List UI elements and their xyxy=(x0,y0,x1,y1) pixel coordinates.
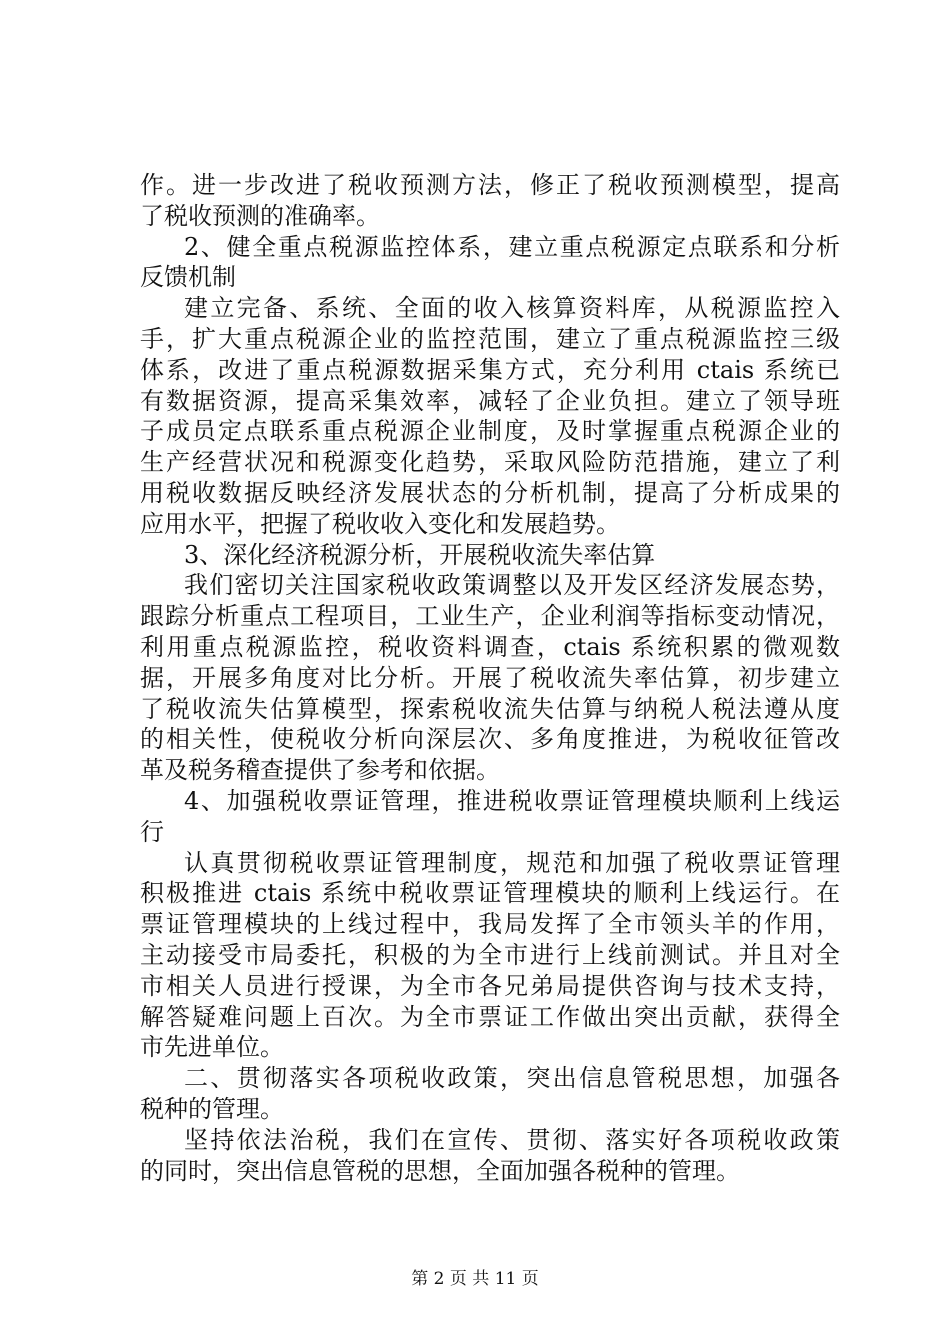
text-line: 用税收数据反映经济发展状态的分析机制，提高了分析成果的 xyxy=(140,479,840,507)
text-line: 跟踪分析重点工程项目，工业生产，企业利润等指标变动情况， xyxy=(140,602,840,630)
text-line: 体系，改进了重点税源数据采集方式，充分利用 ctais 系统已 xyxy=(140,356,840,384)
text-line: 我们密切关注国家税收政策调整以及开发区经济发展态势， xyxy=(184,571,840,599)
section-heading-line: 3、深化经济税源分析，开展税收流失率估算 xyxy=(184,541,656,569)
text-line: 子成员定点联系重点税源企业制度，及时掌握重点税源企业的 xyxy=(140,417,840,445)
section-heading-line: 行 xyxy=(140,818,164,846)
text-line: 建立完备、系统、全面的收入核算资料库，从税源监控入 xyxy=(184,294,840,322)
text-line: 认真贯彻税收票证管理制度，规范和加强了税收票证管理 xyxy=(184,849,840,877)
text-line: 手，扩大重点税源企业的监控范围，建立了重点税源监控三级 xyxy=(140,325,840,353)
text-line: 坚持依法治税，我们在宣传、贯彻、落实好各项税收政策 xyxy=(184,1126,840,1154)
text-line: 市相关人员进行授课，为全市各兄弟局提供咨询与技术支持， xyxy=(140,972,840,1000)
section-heading-line: 反馈机制 xyxy=(140,263,236,291)
text-line: 的相关性，使税收分析向深层次、多角度推进，为税收征管改 xyxy=(140,725,840,753)
section-heading-line: 2、健全重点税源监控体系，建立重点税源定点联系和分析 xyxy=(184,233,840,261)
text-line: 作。进一步改进了税收预测方法，修正了税收预测模型，提高 xyxy=(140,171,840,199)
text-line: 据，开展多角度对比分析。开展了税收流失率估算，初步建立 xyxy=(140,664,840,692)
text-line: 革及税务稽查提供了参考和依据。 xyxy=(140,756,500,784)
page-footer: 第 2 页 共 11 页 xyxy=(411,1269,539,1289)
text-line: 生产经营状况和税源变化趋势，采取风险防范措施，建立了利 xyxy=(140,448,840,476)
section-heading-line: 二、贯彻落实各项税收政策，突出信息管税思想，加强各 xyxy=(184,1064,840,1092)
text-line: 了税收预测的准确率。 xyxy=(140,202,380,230)
section-heading-line: 税种的管理。 xyxy=(140,1095,284,1123)
text-line: 解答疑难问题上百次。为全市票证工作做出突出贡献，获得全 xyxy=(140,1003,840,1031)
section-heading-line: 4、加强税收票证管理，推进税收票证管理模块顺利上线运 xyxy=(184,787,840,815)
text-line: 了税收流失估算模型，探索税收流失估算与纳税人税法遵从度 xyxy=(140,695,840,723)
text-line: 利用重点税源监控，税收资料调查，ctais 系统积累的微观数 xyxy=(140,633,840,661)
text-line: 市先进单位。 xyxy=(140,1033,284,1061)
text-line: 票证管理模块的上线过程中，我局发挥了全市领头羊的作用， xyxy=(140,910,840,938)
text-line: 有数据资源，提高采集效率，减轻了企业负担。建立了领导班 xyxy=(140,387,840,415)
text-line: 的同时，突出信息管税的思想，全面加强各税种的管理。 xyxy=(140,1157,740,1185)
text-line: 应用水平，把握了税收收入变化和发展趋势。 xyxy=(140,510,620,538)
text-line: 主动接受市局委托，积极的为全市进行上线前测试。并且对全 xyxy=(140,941,840,969)
text-line: 积极推进 ctais 系统中税收票证管理模块的顺利上线运行。在 xyxy=(140,879,840,907)
